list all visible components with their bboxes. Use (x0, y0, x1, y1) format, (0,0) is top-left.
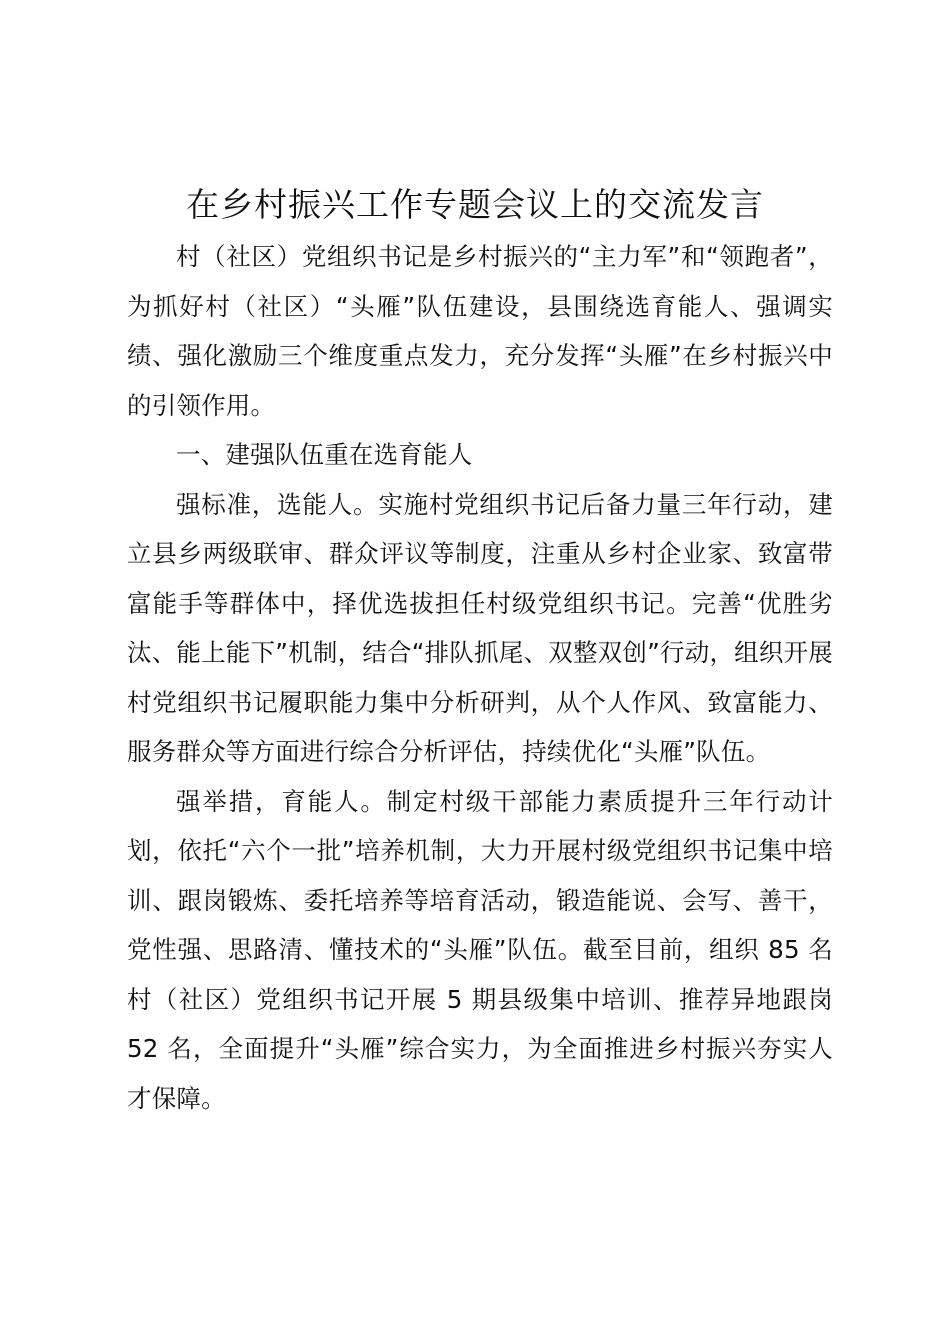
paragraph-select-talent: 强标准，选能人。实施村党组织书记后备力量三年行动，建立县乡两级联审、群众评议等制度，注重从乡村企业家、致富带富能手等群体中，择优选拔担任村级党组织书记。完善“优胜劣汰、能上能下”机制，结合“排队抓尾、双整双创”行动，组织开展村党组织书记履职能力集中分析研判，从个人作风、致富能力、服务群众等方面进行综合分析评估，持续优化“头雁”队伍。 (127, 489, 833, 766)
section-heading-1: 一、建强队伍重在选育能人 (176, 440, 473, 469)
document-title: 在乡村振兴工作专题会议上的交流发言 (186, 185, 764, 224)
document-body (127, 232, 833, 1123)
paragraph-cultivate-talent: 强举措，育能人。制定村级干部能力素质提升三年行动计划，依托“六个一批”培养机制，大力开展村级党组织书记集中培训、跟岗锻炼、委托培养等培育活动，锻造能说、会写、善干，党性强、思路清、懂技术的“头雁”队伍。截至目前，组织 85 名村（社区）党组织书记开展 5 期县级集中培训、推荐异地跟岗 52 名，全面提升“头雁”综合实力，为全面推进乡村振兴夯实人才保障。 (127, 786, 833, 1113)
intro-paragraph: 村（社区）党组织书记是乡村振兴的“主力军”和“领跑者”，为抓好村（社区）“头雁”队伍建设，县围绕选育能人、强调实绩、强化激励三个维度重点发力，充分发挥“头雁”在乡村振兴中的引领作用。 (127, 242, 833, 420)
